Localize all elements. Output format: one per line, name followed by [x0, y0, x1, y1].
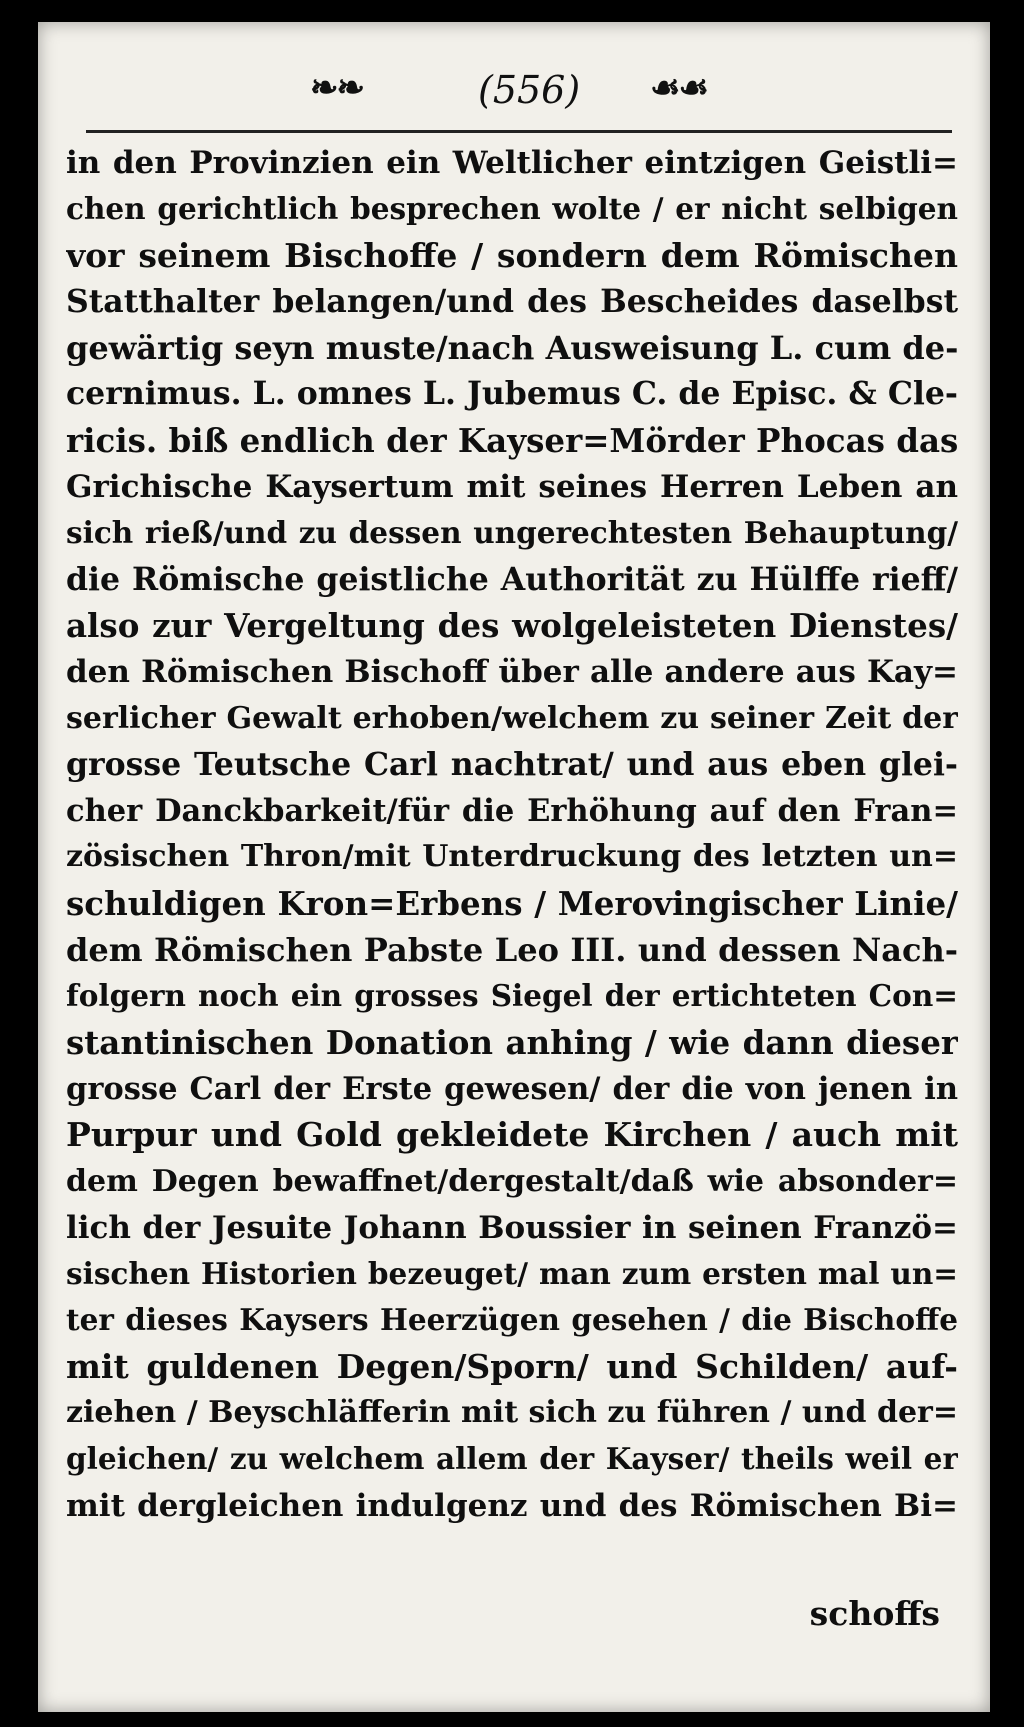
text-line: ziehen / Beyschläfferin mit sich zu führen / und der= — [66, 1395, 958, 1431]
text-line: cernimus. L. omnes L. Jubemus C. de Episc. & Cle- — [66, 375, 958, 413]
text-line: sischen Historien bezeuget/ man zum ersten mal un= — [66, 1256, 958, 1292]
text-line: die Römische geistliche Authorität zu Hülffe rieff/ — [66, 560, 958, 598]
text-line: mit guldenen Degen/Sporn/ und Schilden/ auf- — [66, 1346, 958, 1386]
text-line: vor seinem Bischoffe / sondern dem Römischen — [66, 235, 958, 275]
page-header — [38, 58, 990, 118]
catchword: schoffs — [809, 1594, 940, 1633]
book-page — [38, 22, 990, 1712]
text-line: Grichische Kaysertum mit seines Herren Leben an — [66, 469, 958, 506]
text-line: grosse Teutsche Carl nachtrat/ und aus eben glei- — [66, 745, 958, 783]
text-line: sich rieß/und zu dessen ungerechtesten Behauptung/ — [66, 515, 958, 551]
text-line: schuldigen Kron=Erbens / Merovingischer Linie/ — [66, 883, 958, 923]
text-line: mit dergleichen indulgenz und des Römischen Bi= — [66, 1487, 958, 1524]
text-line: also zur Vergeltung des wolgeleisteten Dienstes/ — [66, 605, 958, 645]
text-line: dem Degen bewaffnet/dergestalt/daß wie absonder= — [66, 1163, 958, 1199]
page-number: (556) — [478, 68, 581, 112]
header-rule — [86, 130, 952, 133]
text-line: gewärtig seyn muste/nach Ausweisung L. cum de- — [66, 329, 958, 368]
right-ornament-icon: ☙☙ — [650, 68, 707, 108]
text-line: serlicher Gewalt erhoben/welchem zu seiner Zeit der — [66, 700, 958, 736]
text-line: dem Römischen Pabste Leo III. und dessen Nach- — [66, 931, 958, 970]
text-line: zösischen Thron/mit Unterdruckung des letzten un= — [66, 839, 958, 875]
text-line: folgern noch ein grosses Siegel der ertichteten Con= — [66, 978, 958, 1014]
text-line: lich der Jesuite Johann Boussier in seinen Franzö= — [66, 1209, 958, 1246]
text-line: Purpur und Gold gekleidete Kirchen / auch mit — [66, 1115, 958, 1155]
text-line: in den Provinzien ein Weltlicher eintzigen Geistli= — [66, 145, 958, 181]
text-line: den Römischen Bischoff über alle andere aus Kay= — [66, 654, 958, 691]
text-line: chen gerichtlich besprechen wolte / er nicht selbigen — [66, 191, 958, 227]
text-line: ter dieses Kaysers Heerzügen gesehen / die Bischoffe — [66, 1302, 958, 1338]
text-line: cher Danckbarkeit/für die Erhöhung auf den Fran= — [66, 793, 958, 830]
left-ornament-icon: ❧❧ — [310, 68, 363, 108]
text-line: stantinischen Donation anhing / wie dann dieser — [66, 1022, 958, 1062]
text-line: gleichen/ zu welchem allem der Kayser/ theils weil er — [66, 1441, 958, 1477]
text-line: Statthalter belangen/und des Bescheides daselbst — [66, 282, 958, 320]
text-line: grosse Carl der Erste gewesen/ der die von jenen in — [66, 1070, 958, 1107]
body-text — [66, 140, 958, 1529]
text-line: ricis. biß endlich der Kayser=Mörder Phocas das — [66, 420, 958, 460]
